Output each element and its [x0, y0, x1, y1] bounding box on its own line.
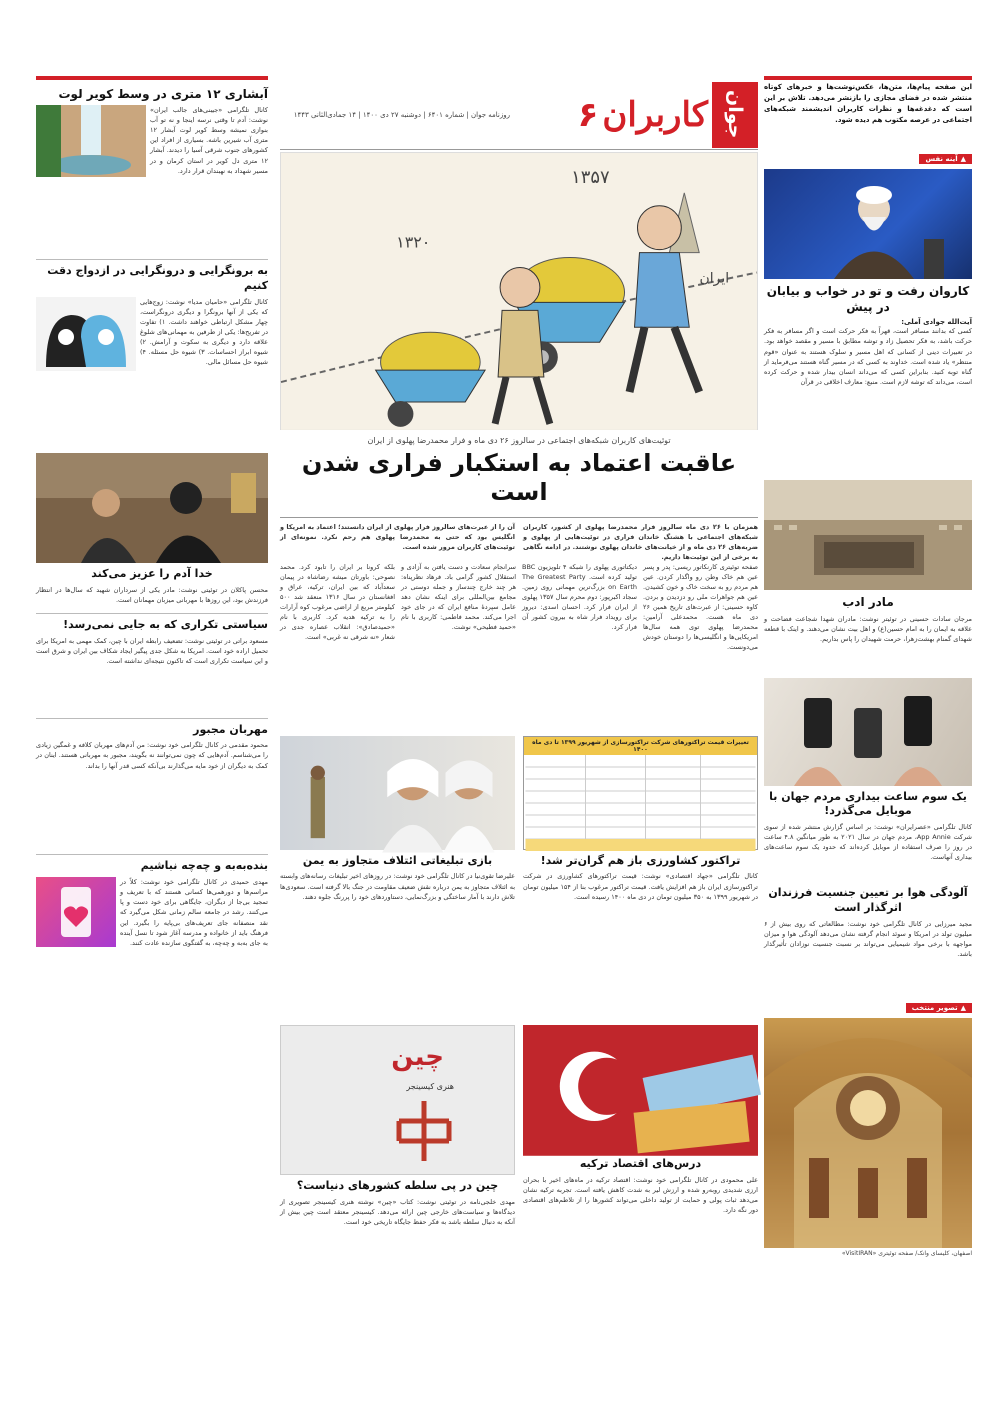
- divider: [36, 613, 268, 614]
- mobile-photo: [764, 678, 972, 786]
- mother-body: مرجان سادات حسینی در توئیتر نوشت: مادران شهدا شجاعت فضاحت و علاقه به ایمان را به امام حسین(ع) و اهل بیت نشان می‌دهند. و اینک با قطعه شهدای گمنام بهشت‌زهرا، حرمت شهیدان را پاس بداریم.: [764, 614, 972, 643]
- lead-left: آن را از عبرت‌های سالروز فرار پهلوی از ایران دانستند؛ اعتماد به امریکا و انگلیس بود که حتی به محمدرضا پهلوی هم رحم نکرد. نمونه‌ای از توئیت‌های کاربران مرور شده است.: [280, 522, 515, 551]
- section-name: کاربران: [602, 94, 708, 135]
- heart-icon: [36, 877, 116, 947]
- mother-title: مادر ادب: [842, 595, 894, 610]
- tweets-col-3: سرانجام سعادت و دست یافتن به آزادی و استقلال کشور گرامی باد. فرهاد نظرپناه: هر چند خارج چندساز و جمله دوستی در مجامع بین‌المللی برای اینکه نشان دهد عامل سپردهٔ منافع ایران که در جای خود اجرا می‌کند. محمد فاطمی: کاربری با نام «حمید فطیحی» نوشت.: [401, 562, 516, 631]
- politics-body: مسعود براتی در توئیتی نوشت: تضعیف رابطه ایران با چین، کمک مهمی به امریکا برای تحمیل اراده خود است. امریکا به شکل جدی پیگیر ایجاد شکاف بین ایران و شرق است و این سیاست تکراری است که تاکنون نتیجه‌ای نداشته است.: [36, 636, 268, 665]
- waterfall-body: کانال تلگرامی «جیبنی‌های جالب ایران» نوشت: آدم تا وقتی نرسه اینجا و نه تو آب بنوازی نمیشه وسط کویر لوت آبشار ۱۲ متری آب شیرین باشه. بسیاری از افراد این کشورهای جنوب شرقی آسیا را دیدند. آبشار ۱۲ متری دل کویر در استان کرمان و در مسیر شهداد به نهبندان قرار دارد.: [150, 106, 268, 175]
- sell-row: [36, 877, 268, 1167]
- two-heads-icon: [36, 297, 136, 371]
- tweets-col-1: صفحه توئیتری کارنکاتور ریسی: پدر و پسر عین هم خاک وطن رو واگذار کردن. عین هم مردم رو به سخت خاک و خون کشیدن. عین هم جواهرات ملی رو دزدیدن و بردن. کاوه حسینی: از عبرت‌های تاریخ همین ۲۶ دی ماه هست. محمدعلی آرامین: محمدرضا پهلوی توی همه سال‌ها امریکایی‌ها و انگلیسی‌ها را دوستان خودش می‌دونست.: [643, 562, 758, 652]
- story-row-1: [280, 736, 758, 1022]
- sell-title: بنده‌به‌به و چه‌چه نباشیم: [140, 859, 268, 873]
- leaders-figures: [280, 736, 515, 852]
- grandma-photo: [36, 453, 268, 563]
- tweets-col-4: بلکه کرونا بر ایران را تابود کرد. محمد نصوحی: باورتان میشه رضاشاه در پیمان سعدآباد که بین ایران، ترکیه، عراق و افغانستان در سال ۱۳۱۶ منعقد شد ۵۰۰ کیلومتر مربع از اراضی مرغوب کوه آرارات را به ترکیه هدیه کرد. کاربری با نام «حمیدصادق»: انقلاب عصاره جدی در شعار «نه شرقی نه غربی» است.: [280, 562, 395, 642]
- church-ceiling: [764, 1018, 972, 1248]
- sermon-body: کسی که بدانند مسافر است، قهراً به فکر حرکت است و اگر مسافر به فکر حرکت باشد، به فکر تحصیل زاد و توشه مطابق با مسیر و مقصد خواهد بود. در تعبیرات دینی از کسانی که اهل مسیر و سلوک هستند به عنوان «قوم منتظر» یاد شده است. خداوند به کسی که در مسیر گناه هستند می‌فرماید از گناه توبه کنید. بنابراین کسی که می‌داند انسان بیدار شده و حرکت کرده است، می‌داند که توشه لازم است. منبع: معارف اخلاقی در قرآن: [764, 327, 972, 386]
- logo: جوان: [712, 82, 758, 148]
- waterfall-scene: [36, 105, 146, 177]
- world-title: یک سوم ساعت بیداری مردم جهان با موبایل می‌گذرد!: [769, 789, 967, 818]
- world-body: کانال تلگرامی «عصرایران» نوشت: بر اساس گزارش منتشر شده از سوی شرکت App Annie، مردم جهان در سال ۲۰۲۱ به طور میانگین ۴.۸ ساعت در روز را صرف استفاده از موبایل کرده‌اند که حدود یک سوم ساعت‌های بیداری آنهاست.: [764, 823, 972, 862]
- kind-title: مهربان مجبور: [193, 722, 268, 736]
- cemetery-scene: [764, 480, 972, 590]
- waterfall-title: آبشاری ۱۲ متری در وسط کویر لوت: [58, 87, 268, 101]
- grandma-body: محسن پاکلان در توئیتی نوشت: مادر یکی از سرداران شهید که سال‌ها در انتظار فرزندش بود، این روزها با مهربانی میزبان مهمانان است.: [36, 585, 268, 604]
- dateline: روزنامه جوان | شماره ۶۴۰۱ | دوشنبه ۲۷ دی ۱۴۰۰ | ۱۴ جمادی‌الثانی ۱۴۴۳: [293, 110, 510, 119]
- tractor-body: کانال تلگرامی «جهاد اقتصادی» نوشت: قیمت تراکتورهای کشاورزی در شرکت تراکتورسازی ایران باز هم افزایش یافت. قیمت تراکتور مرغوب بنا از ۱۵۴ میلیون تومان در شهریور ۱۳۹۹ به ۳۵۰ میلیون تومان در دی ماه ۱۴۰۰ رسیده است.: [523, 872, 758, 901]
- kicker: توئیت‌های کاربران شبکه‌های اجتماعی در سالروز ۲۶ دی ماه و فرار محمدرضا پهلوی از ایران: [367, 436, 671, 445]
- baby-body: مجید میرزایی در کانال تلگرامی خود نوشت: مطالعاتی که روی بیش از ۶ میلیون تولد در امریکا و سوئد انجام گرفته نشان می‌دهد آلودگی هوا و میزان مواجهه با برخی مواد شیمیایی می‌تواند بر نسبت جنسیت نوزادان تأثیرگذار باشد.: [764, 919, 972, 959]
- book-cover: [280, 1025, 515, 1175]
- lead-row: [280, 517, 759, 561]
- table-grid: [524, 755, 757, 851]
- yemen-story: [280, 736, 515, 1022]
- tweets-row: [280, 562, 758, 732]
- waterfall-photo: [36, 105, 146, 177]
- cartoon-drawing: [281, 153, 757, 430]
- photo-caption: اصفهان، کلیسای وانک/ صفحه توئیتری «VisitIRAN»: [841, 1249, 972, 1257]
- mirror-tag-row: [764, 146, 972, 165]
- tractor-story: [523, 736, 758, 1022]
- book-author: هنری کیسینجر: [406, 1082, 454, 1092]
- sell-body: مهدی حمیدی در کانال تلگرامی خود نوشت: کلاً در مراسم‌ها و دورهمی‌ها کسانی هستند که با تعریف و تمجید بی‌جا از دیگران، جایگاهی برای خود دست و پا می‌کنند. رشد در جامعه سالم زمانی شکل می‌گیرد که نقد منصفانه جای تعریف‌های بی‌پایه را بگیرد. این فرهنگ باید از خانواده و مدرسه آغاز شود تا نسل آینده به جای به‌به و چه‌چه، به گفتگوی سازنده عادت کنند.: [120, 878, 268, 947]
- ad-body: علیرضا تقوی‌نیا در کانال تلگرامی خود نوشت: در روزهای اخیر تبلیغات رسانه‌های وابسته به ائتلاف متجاوز به یمن درباره نقش ضعیف مقاومت در جنگ بالا گرفته است. سعودی‌ها تلاش دارند با آمار ساختگی و بزرگ‌نمایی، دستاوردهای خود را پررنگ جلوه دهند.: [280, 872, 515, 901]
- cleric-figure: [764, 169, 972, 279]
- turkey-title: درس‌های اقتصاد ترکیه: [579, 1157, 702, 1171]
- book-title: چین: [391, 1042, 444, 1073]
- headline: عاقبت اعتماد به استکبار فراری شدن است: [301, 449, 737, 506]
- right-column: [764, 82, 972, 1384]
- wedding-body: کانال تلگرامی «حامیان مدیا» نوشت: زوج‌هایی که یکی از آنها برونگرا و دیگری درونگراست، چهار مشکل ارتباطی خواهند داشت. ۱) تفاوت در تفریح‌ها: یکی از طرفین به مهمانی‌های شلوغ علاقه دارد و دیگری به سکوت و آرامش. ۲) شیوه ابراز احساسات. ۳) شیوه حل مسئله. ۴) شیوه حل مسائل مالی.: [140, 297, 268, 367]
- lira-banknotes: [523, 1025, 758, 1156]
- photo-tag-row: [764, 995, 972, 1014]
- mirror-tag: ▲ آینه نفس: [919, 154, 972, 164]
- divider: [36, 854, 268, 855]
- tractor-title: تراکتور کشاورزی باز هم گران‌تر شد!: [540, 853, 741, 867]
- bookmark-icon: ▲: [960, 155, 966, 163]
- wedding-title: به برونگرایی و درونگرایی در ازدواج دقت کنیم: [47, 264, 268, 293]
- middle-column: [280, 152, 758, 1384]
- left-column: [36, 82, 268, 1384]
- logo-area: [578, 82, 758, 148]
- sermon-author: آیت‌الله جوادی آملی:: [901, 318, 972, 327]
- cartoon-country-label: ایران: [699, 270, 730, 287]
- photo-tag: ▲ تصویر منتخب: [906, 1003, 972, 1013]
- cartoon-year-1: ۱۳۵۷: [571, 166, 610, 188]
- divider: [36, 718, 268, 719]
- masthead: [280, 80, 758, 150]
- top-rule-right: [764, 76, 972, 80]
- kind-body: محمود مقدمی در کانال تلگرامی خود نوشت: من آدم‌های مهربان کلافه و غمگین زیادی را می‌شناسم. آدم‌هایی که چون نمی‌توانند نه بگویند، مجبور به مهربانی هستند. اینان در کمک به دیگران از خود مایه می‌گذارند بی‌آنکه کسی قدر آنها را بداند.: [36, 741, 268, 770]
- likes-illustration: [36, 877, 116, 947]
- cartoon: [280, 152, 758, 430]
- tweets-col-2: دیکتاتوری پهلوی را شبکه ۴ تلویزیون BBC تولید کرده است. The Greatest Party on Earth بزرگ‌ترین مهمانی روی زمین. سجاد اکبرپور: دوم محرم سال ۱۳۵۷ پهلوی از ایران فرار کرد. احسان اسدی: دیروز برای رویداد فرار شاه به بیرون کشور آن فرار کرد.: [522, 562, 637, 631]
- divider: [36, 259, 268, 260]
- turkey-body: علی محمودی در کانال تلگرامی خود نوشت: اقتصاد ترکیه در ماه‌های اخیر با بحران ارزی شدیدی روبه‌رو شده و ارزش لیر به شدت کاهش یافته است. تجربه ترکیه نشان می‌دهد ثبات پولی و حمایت از تولید داخلی می‌تواند کشورها را از تلاطم‌های اقتصادی دور نگه دارد.: [523, 1176, 758, 1215]
- visit-scene: [36, 453, 268, 563]
- price-table: [523, 736, 758, 850]
- ad-title: بازی تبلیغاتی ائتلاف متجاوز به یمن: [302, 853, 493, 867]
- turkey-photo: [523, 1025, 758, 1153]
- china-story: [280, 1025, 515, 1335]
- story-row-2: [280, 1025, 758, 1335]
- china-title: چین در پی سلطه کشورهای دنیاست؟: [296, 1179, 499, 1193]
- church-photo: [764, 1018, 972, 1248]
- book-calligraphy: [384, 1096, 464, 1166]
- bookmark-icon: ▲: [960, 1003, 966, 1012]
- politics-title: سیاستی تکراری که به جایی نمی‌رسد!: [63, 617, 268, 631]
- page-number: ۶: [577, 94, 599, 135]
- turkey-story: [523, 1025, 758, 1335]
- leaders-photo: [280, 736, 515, 850]
- lead-right: همزمان با ۲۶ دی ماه سالروز فرار محمدرضا پهلوی از کشور، کاربران شبکه‌های اجتماعی با هشتگ خاندان فراری در توئیت‌هایی از پهلوی و ضربه‌های ۲۶ دی ماه و از خیانت‌های خاندان پهلوی نوشتند. در ادامه نگاهی به برخی از این توئیت‌ها داریم.: [523, 522, 759, 561]
- table-title: تغییرات قیمت تراکتورهای شرکت تراکتورسازی از شهریور ۱۳۹۹ تا دی ماه ۱۴۰۰: [524, 737, 757, 755]
- top-rule-left: [36, 76, 268, 80]
- china-body: مهدی خلجی‌نامه در توئیتی نوشت: کتاب «چین» نوشته هنری کیسینجر تصویری از دیدگاه‌ها و سیاست‌های خارجی چین ارائه می‌دهد. کیسینجر معتقد است چین بیش از آنکه به دنبال سلطه باشد به فکر حفظ جایگاه تاریخی خود است.: [280, 1198, 515, 1227]
- cemetery-photo: [764, 480, 972, 590]
- grandma-title: خدا آدم را عزیز می‌کند: [91, 566, 213, 580]
- heads-illustration: [36, 297, 136, 371]
- phones-illustration: [764, 678, 972, 786]
- cartoon-year-2: ۱۳۲۰: [396, 232, 431, 252]
- intro-text: این صفحه پیام‌ها، متن‌ها، عکس‌نوشت‌ها و خبرهای کوتاه منتشر شده در فضای مجازی را بازنشر می‌دهد. تلاش بر این است که دغدغه‌ها و نظرات کاربران اندیشمند شبکه‌های اجتماعی در عرصه مکتوب هم دیده شود.: [764, 83, 972, 124]
- baby-title: آلودگی هوا بر تعیین جنسیت فرزندان اثرگذار است: [768, 886, 968, 915]
- cleric-photo: [764, 169, 972, 279]
- sermon-title: کاروان رفت و تو در خواب و بیابان در پیش: [766, 284, 970, 315]
- waterfall-row: [36, 105, 268, 255]
- wedding-row: [36, 297, 268, 447]
